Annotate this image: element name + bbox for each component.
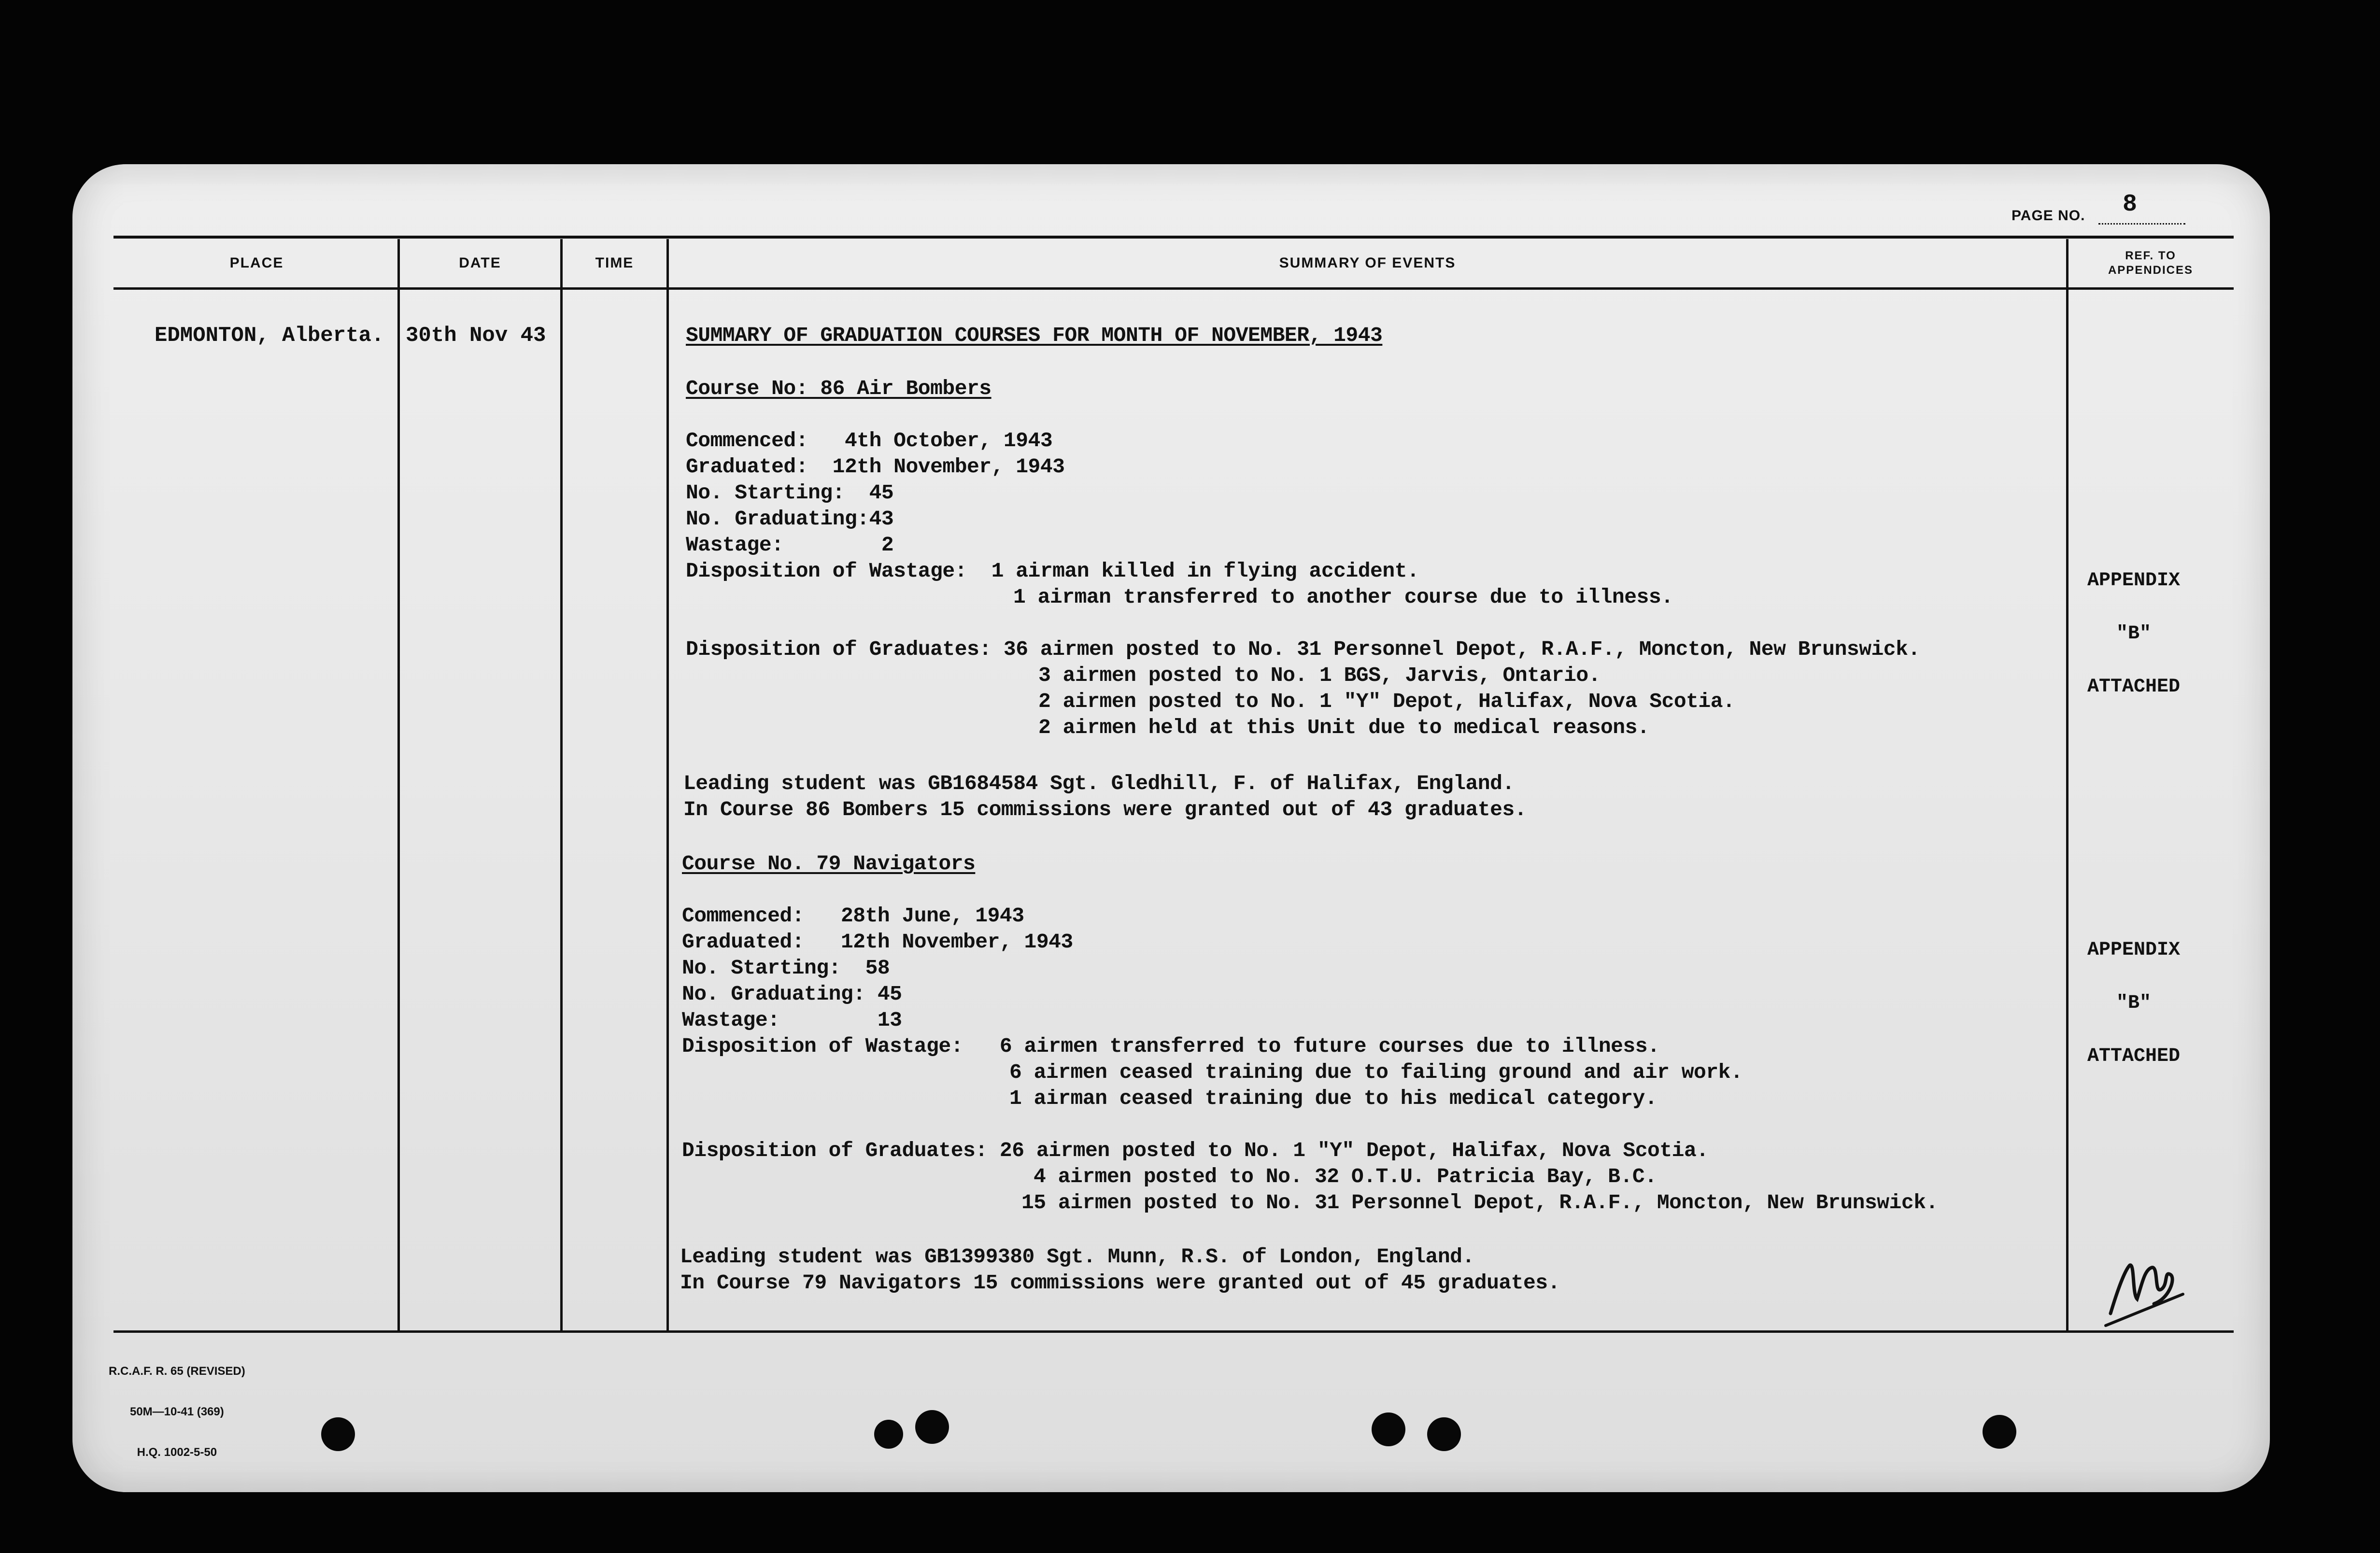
form-identifier-line3: H.Q. 1002-5-50 xyxy=(137,1446,217,1459)
course-86-graduates-line-2: 3 airmen posted to No. 1 BGS, Jarvis, Ontario. xyxy=(1038,664,1601,687)
course-86-graduating: No. Graduating:43 xyxy=(686,507,894,531)
entry-date: 30th Nov 43 xyxy=(406,324,546,348)
course-79-graduating: No. Graduating: 45 xyxy=(682,982,902,1006)
appendix-ref-1-line3: ATTACHED xyxy=(2087,676,2181,698)
punch-hole xyxy=(915,1410,949,1444)
course-86-commenced: Commenced: 4th October, 1943 xyxy=(686,429,1053,452)
column-header-ref xyxy=(2068,249,2233,278)
course-79-wastage-line-1: Disposition of Wastage: 6 airmen transferred to future courses due to illness. xyxy=(682,1034,1660,1058)
course-86-heading: Course No: 86 Air Bombers xyxy=(686,377,992,400)
date-time-divider xyxy=(560,239,563,1331)
course-86-wastage: Wastage: 2 xyxy=(686,533,894,557)
form-identifier xyxy=(109,1338,245,1486)
column-header-place: PLACE xyxy=(229,255,284,271)
appendix-ref-1-line1: APPENDIX xyxy=(2087,570,2181,592)
punch-hole xyxy=(1372,1412,1405,1446)
course-79-wastage: Wastage: 13 xyxy=(682,1008,902,1032)
appendix-ref-1-line2: "B" xyxy=(2116,623,2151,645)
course-79-leading-student: Leading student was GB1399380 Sgt. Munn, R.S. of London, England. xyxy=(680,1245,1474,1269)
course-79-graduates-line-2: 4 airmen posted to No. 32 O.T.U. Patricia Bay, B.C. xyxy=(1034,1165,1657,1188)
punch-hole xyxy=(874,1420,903,1449)
column-header-summary: SUMMARY OF EVENTS xyxy=(1279,255,1456,271)
course-86-graduates-line-3: 2 airmen posted to No. 1 "Y" Depot, Halifax, Nova Scotia. xyxy=(1038,690,1735,713)
course-86-starting: No. Starting: 45 xyxy=(686,481,894,505)
course-79-commissions: In Course 79 Navigators 15 commissions were granted out of 45 graduates. xyxy=(680,1271,1560,1295)
time-summary-divider xyxy=(666,239,669,1331)
course-79-commenced: Commenced: 28th June, 1943 xyxy=(682,904,1024,928)
appendix-ref-2-line1: APPENDIX xyxy=(2087,939,2181,961)
course-86-wastage-line-1: Disposition of Wastage: 1 airman killed in flying accident. xyxy=(686,559,1419,583)
course-79-heading: Course No. 79 Navigators xyxy=(682,852,976,875)
punch-hole xyxy=(1427,1417,1461,1451)
punch-hole xyxy=(321,1417,355,1451)
appendix-ref-2-line2: "B" xyxy=(2116,992,2151,1014)
course-86-graduates-line-4: 2 airmen held at this Unit due to medical reasons. xyxy=(1038,716,1650,739)
entry-place: EDMONTON, Alberta. xyxy=(155,324,384,348)
punch-hole xyxy=(1983,1415,2016,1449)
appendix-ref-2-line3: ATTACHED xyxy=(2087,1045,2181,1067)
header-bottom-rule xyxy=(113,287,2234,290)
page-number-label: PAGE NO. xyxy=(2012,208,2085,224)
course-86-commissions: In Course 86 Bombers 15 commissions were granted out of 43 graduates. xyxy=(683,798,1527,821)
page-number-rule xyxy=(2098,223,2185,225)
course-86-wastage-line-2: 1 airman transferred to another course due to illness. xyxy=(1013,585,1673,609)
course-86-leading-student: Leading student was GB1684584 Sgt. Gledhill, F. of Halifax, England. xyxy=(683,772,1515,795)
column-header-date: DATE xyxy=(459,255,501,271)
column-header-ref-line1: REF. TO xyxy=(2125,249,2176,262)
course-79-graduates-line-3: 15 airmen posted to No. 31 Personnel Depot, R.A.F., Moncton, New Brunswick. xyxy=(1021,1191,1938,1214)
course-79-graduated: Graduated: 12th November, 1943 xyxy=(682,930,1073,954)
course-86-graduates-line-1: Disposition of Graduates: 36 airmen posted to No. 31 Personnel Depot, R.A.F., Moncton, New Brunswick. xyxy=(686,637,1920,661)
course-86-graduated: Graduated: 12th November, 1943 xyxy=(686,455,1065,479)
table-bottom-rule xyxy=(113,1330,2234,1333)
column-header-ref-line2: APPENDICES xyxy=(2108,264,2194,277)
form-identifier-line2: 50M—10-41 (369) xyxy=(129,1405,224,1418)
place-date-divider xyxy=(397,239,400,1331)
form-identifier-line1: R.C.A.F. R. 65 (REVISED) xyxy=(109,1365,245,1378)
summary-ref-divider xyxy=(2066,239,2068,1331)
course-79-wastage-line-2: 6 airmen ceased training due to failing ground and air work. xyxy=(1009,1060,1743,1084)
column-header-time: TIME xyxy=(595,255,634,271)
table-top-rule xyxy=(113,236,2234,239)
page-number-value: 8 xyxy=(2123,191,2138,218)
summary-title: SUMMARY OF GRADUATION COURSES FOR MONTH OF NOVEMBER, 1943 xyxy=(686,324,1383,347)
course-79-wastage-line-3: 1 airman ceased training due to his medical category. xyxy=(1009,1087,1658,1110)
course-79-graduates-line-1: Disposition of Graduates: 26 airmen posted to No. 1 "Y" Depot, Halifax, Nova Scotia. xyxy=(682,1139,1709,1162)
course-79-starting: No. Starting: 58 xyxy=(682,956,890,980)
handwritten-initials xyxy=(2096,1241,2193,1338)
